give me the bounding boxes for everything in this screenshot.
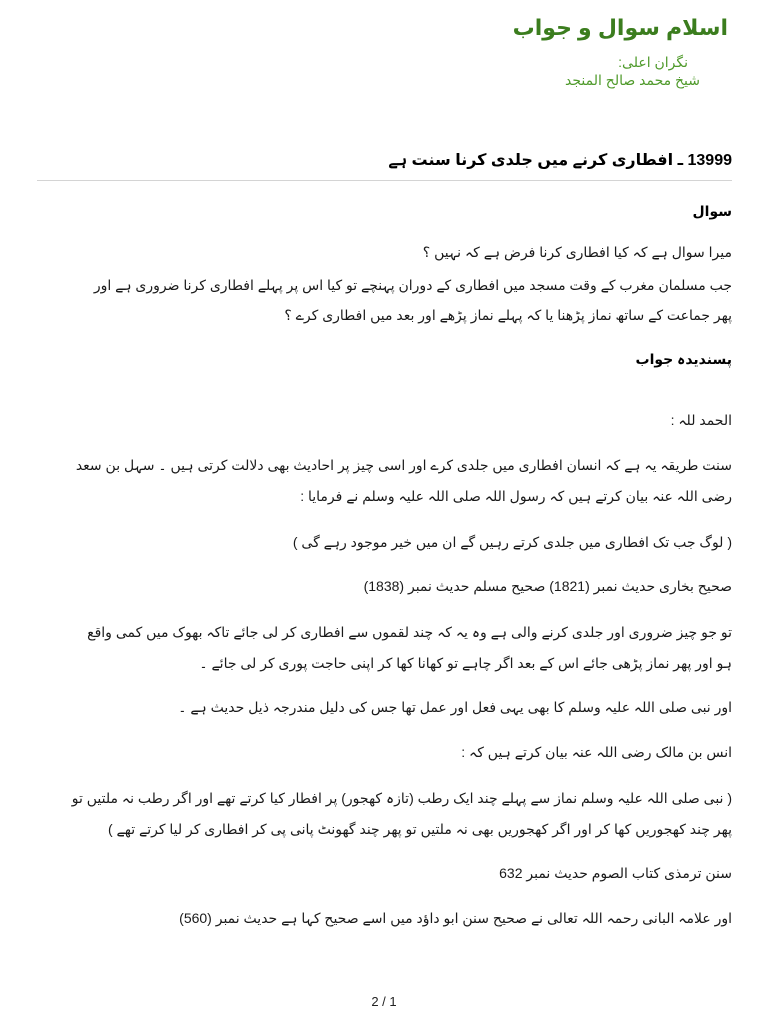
hadith-quote: پھر چند کھجوریں کھا کر اور اگر کھجوریں بھی نہ ملتیں تو پھر چند گھونٹ پانی پی کر افطاری کر لیا کرتے تھے ) <box>108 821 732 837</box>
supervisor-name: شیخ محمد صالح المنجد <box>565 72 700 88</box>
title-divider <box>37 180 732 181</box>
article-title: 13999 ـ افطاری کرنے میں جلدی کرنا سنت ہے <box>388 152 732 169</box>
answer-paragraph-line: ہو اور پھر نماز پڑھی جائے اس کے بعد اگر چاہے تو کھانا کھا کر اپنی حاجت پوری کر لی جائے ۔ <box>199 655 732 671</box>
hadith-quote: ( لوگ جب تک افطاری میں جلدی کرتے رہیں گے ان میں خیر موجود رہے گی ) <box>292 534 732 550</box>
answer-paragraph-line: تو جو چیز ضروری اور جلدی کرنے والی ہے وہ یہ کہ چند لقموں سے افطاری کر لی جائے تاکہ بھوک میں کمی واقع <box>87 624 732 640</box>
hadith-quote: ( نبی صلی اللہ علیہ وسلم نماز سے پہلے چند ایک رطب (تازہ کھجور) پر افطار کیا کرتے تھے اور اگر رطب نہ ملتیں تو <box>71 790 732 806</box>
site-title: اسلام سوال و جواب <box>512 15 728 40</box>
page-number: 2 / 1 <box>371 994 397 1009</box>
answer-paragraph-line: سنت طریقہ یہ ہے کہ انسان افطاری میں جلدی کرے اور اسی چیز پر احادیث بھی دلالت کرتی ہیں ۔ سہل بن سعد <box>75 457 732 473</box>
question-text-line: پھر جماعت کے ساتھ نماز پڑھنا یا کہ پہلے نماز پڑھے اور بعد میں افطاری کرے ؟ <box>284 307 732 323</box>
question-text-line: میرا سوال ہے کہ کیا افطاری کرنا فرض ہے کہ نہیں ؟ <box>422 244 732 260</box>
question-heading: سوال <box>692 203 732 219</box>
question-text-line: جب مسلمان مغرب کے وقت مسجد میں افطاری کے دوران پہنچے تو کیا اس پر پہلے افطاری کرنا ضروری ہے اور <box>93 277 732 293</box>
answer-opening: الحمد للہ : <box>670 412 732 428</box>
authentication-note: اور علامہ البانی رحمہ اللہ تعالی نے صحیح سنن ابو داؤد میں اسے صحیح کہا ہے حدیث نمبر (560) <box>179 910 732 926</box>
answer-paragraph-line: اور نبی صلی اللہ علیہ وسلم کا بھی یہی فعل اور عمل تھا جس کی دلیل مندرجہ ذیل حدیث ہے ۔ <box>178 699 732 715</box>
answer-heading: پسندیدہ جواب <box>635 351 732 367</box>
answer-paragraph-line: رضی اللہ عنہ بیان کرتے ہیں کہ رسول اللہ صلی اللہ علیہ وسلم نے فرمایا : <box>300 488 732 504</box>
hadith-reference: سنن ترمذی کتاب الصوم حدیث نمبر 632 <box>499 865 732 881</box>
hadith-reference: صحیح بخاری حدیث نمبر (1821) صحیح مسلم حدیث نمبر (1838) <box>363 578 732 594</box>
supervisor-label: نگران اعلی: <box>618 54 688 70</box>
narrator-intro: انس بن مالک رضی اللہ عنہ بیان کرتے ہیں کہ : <box>461 744 732 760</box>
